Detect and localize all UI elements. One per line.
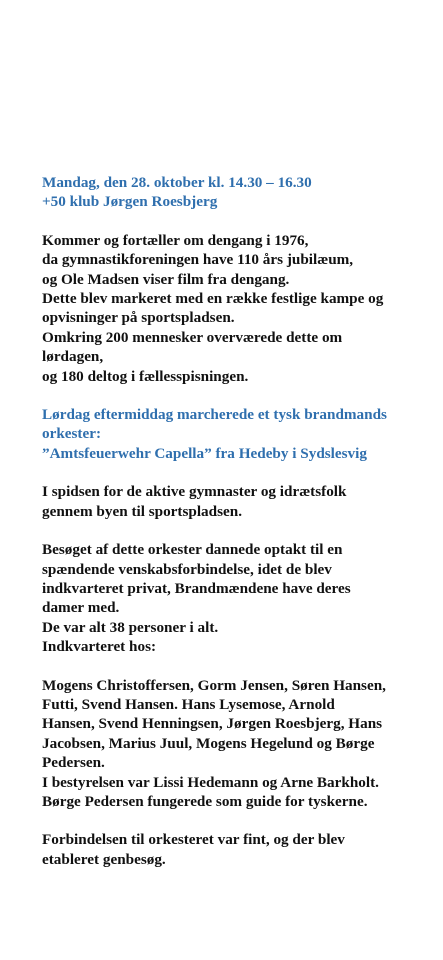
text-line: Dette blev markeret med en række festlige kampe og: [42, 290, 384, 308]
text-line: og 180 deltog i fællesspisningen.: [42, 367, 249, 385]
paragraph: [42, 676, 435, 812]
text-line: I spidsen for de aktive gymnaster og idrætsfolk: [42, 483, 347, 501]
text-line: damer med.: [42, 599, 120, 617]
text-line: Mandag, den 28. oktober kl. 14.30 – 16.30: [42, 174, 312, 191]
text-line: De var alt 38 personer i alt.: [42, 618, 219, 636]
paragraph: [42, 482, 435, 521]
highlight-paragraph: [42, 405, 435, 463]
document-body: [42, 173, 435, 869]
text-line: I bestyrelsen var Lissi Hedemann og Arne Barkholt.: [42, 773, 379, 791]
text-line: Forbindelsen til orkesteret var fint, og der blev: [42, 831, 345, 849]
text-line: Indkvarteret hos:: [42, 638, 157, 656]
paragraph: [42, 231, 435, 386]
text-line: indkvarteret privat, Brandmændene have deres: [42, 579, 351, 597]
paragraph: [42, 830, 435, 869]
text-line: gennem byen til sportspladsen.: [42, 502, 242, 520]
text-line: orkester:: [42, 425, 102, 443]
text-line: lørdagen,: [42, 348, 104, 366]
text-line: Besøget af dette orkester dannede optakt til en: [42, 541, 343, 559]
text-line: etableret genbesøg.: [42, 850, 166, 868]
text-line: Lørdag eftermiddag marcherede et tysk brandmands: [42, 406, 387, 424]
text-line: Pedersen.: [42, 754, 105, 772]
text-line: spændende venskabsforbindelse, idet de blev: [42, 560, 332, 578]
text-line: Børge Pedersen fungerede som guide for tyskerne.: [42, 792, 368, 810]
text-line: +50 klub Jørgen Roesbjerg: [42, 193, 218, 211]
text-line: da gymnastikforeningen have 110 års jubilæum,: [42, 251, 354, 269]
text-line: Kommer og fortæller om dengang i 1976,: [42, 231, 309, 249]
text-line: Mogens Christoffersen, Gorm Jensen, Søren Hansen,: [42, 676, 386, 694]
text-line: Futti, Svend Hansen. Hans Lysemose, Arnold: [42, 695, 335, 713]
text-line: ”Amtsfeuerwehr Capella” fra Hedeby i Sydslesvig: [42, 444, 367, 462]
text-line: Hansen, Svend Henningsen, Jørgen Roesbjerg, Hans: [42, 715, 383, 733]
paragraph: [42, 540, 435, 656]
text-line: Omkring 200 mennesker overværede dette om: [42, 328, 343, 346]
text-line: og Ole Madsen viser film fra dengang.: [42, 270, 290, 288]
highlight-paragraph: [42, 173, 435, 212]
text-line: opvisninger på sportspladsen.: [42, 309, 235, 327]
text-line: Jacobsen, Marius Juul, Mogens Hegelund og Børge: [42, 734, 375, 752]
